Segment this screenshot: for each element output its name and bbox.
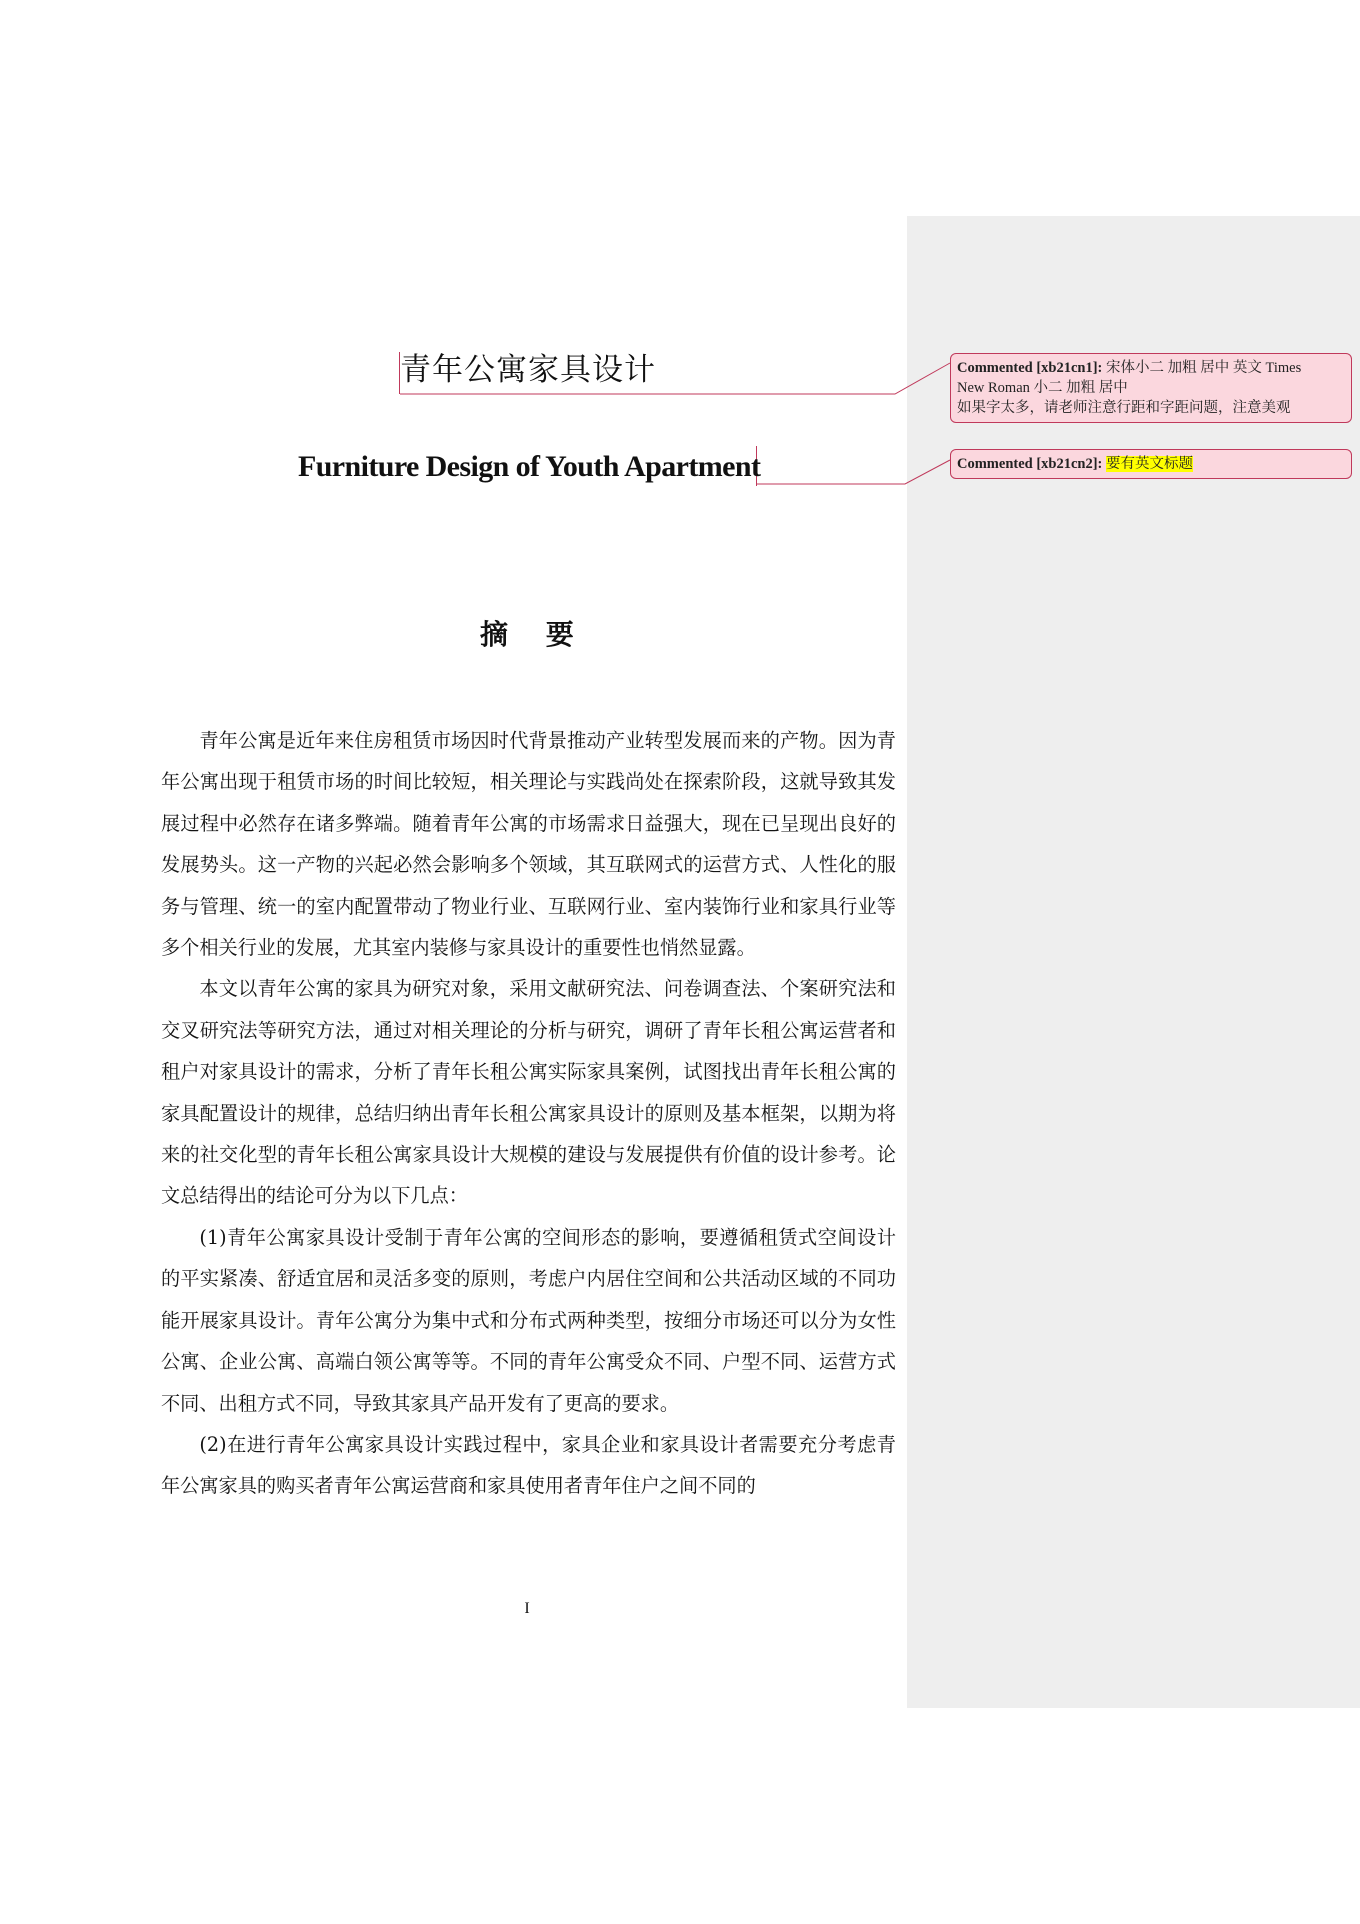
document-title-english[interactable]: Furniture Design of Youth Apartment: [298, 450, 761, 483]
comment-text: New Roman 小二 加粗 居中: [957, 380, 1128, 396]
comment-text: 宋体小二 加粗 居中 英文 Times: [1106, 360, 1302, 376]
abstract-heading: 摘 要: [480, 618, 574, 651]
comment-balloon-2[interactable]: [950, 449, 1352, 479]
comment-pane: [907, 216, 1360, 1708]
abstract-body[interactable]: [161, 720, 896, 1507]
abstract-paragraph-2[interactable]: 本文以青年公寓的家具为研究对象，采用文献研究法、问卷调查法、个案研究法和交叉研究法等研究方法，通过对相关理论的分析与研究，调研了青年长租公寓运营者和租户对家具设计的需求，分析了青年长租公寓实际家具案例，试图找出青年长租公寓的家具配置设计的规律，总结归纳出青年长租公寓家具设计的原则及基本框架，以期为将来的社交化型的青年长租公寓家具设计大规模的建设与发展提供有价值的设计参考。论文总结得出的结论可分为以下几点：: [161, 977, 896, 1208]
comment-author: Commented [xb21cn1]:: [957, 360, 1103, 376]
abstract-paragraph-4[interactable]: (2)在进行青年公寓家具设计实践过程中，家具企业和家具设计者需要充分考虑青年公寓家具的购买者青年公寓运营商和家具使用者青年住户之间不同的: [161, 1432, 896, 1498]
document-title-chinese[interactable]: 青年公寓家具设计: [400, 352, 656, 388]
comment-balloon-1[interactable]: [950, 353, 1352, 423]
abstract-paragraph-3[interactable]: (1)青年公寓家具设计受制于青年公寓的空间形态的影响，要遵循租赁式空间设计的平实紧凑、舒适宜居和灵活多变的原则，考虑户内居住空间和公共活动区域的不同功能开展家具设计。青年公寓分为集中式和分布式两种类型，按细分市场还可以分为女性公寓、企业公寓、高端白领公寓等等。不同的青年公寓受众不同、户型不同、运营方式不同、出租方式不同，导致其家具产品开发有了更高的要求。: [161, 1225, 896, 1415]
comment-author: Commented [xb21cn2]:: [957, 456, 1103, 472]
comment-highlighted-text: 要有英文标题: [1106, 456, 1194, 472]
abstract-paragraph-1[interactable]: 青年公寓是近年来住房租赁市场因时代背景推动产业转型发展而来的产物。因为青年公寓出现于租赁市场的时间比较短，相关理论与实践尚处在探索阶段，这就导致其发展过程中必然存在诸多弊端。随着青年公寓的市场需求日益强大，现在已呈现出良好的发展势头。这一产物的兴起必然会影响多个领域，其互联网式的运营方式、人性化的服务与管理、统一的室内配置带动了物业行业、互联网行业、室内装饰行业和家具行业等多个相关行业的发展，尤其室内装修与家具设计的重要性也悄然显露。: [161, 729, 896, 960]
comment-text: 如果字太多，请老师注意行距和字距问题，注意美观: [957, 400, 1291, 416]
page-number: I: [524, 1600, 530, 1617]
